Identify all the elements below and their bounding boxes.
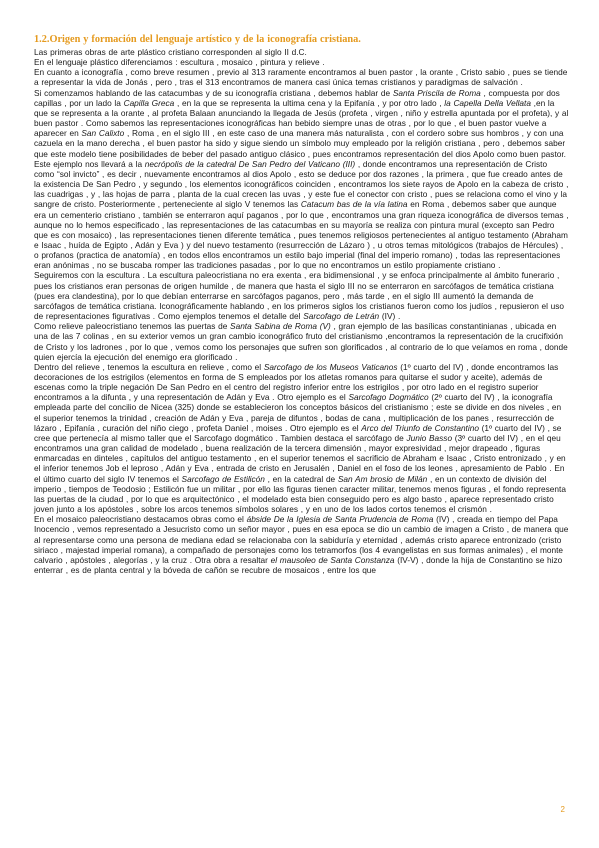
italic-reference: ábside De la Iglesia de Santa Prudencia de Roma [246,514,434,525]
text-run: , Roma , en el siglo III , en este caso de una manera más naturalista , con el cordero sobre sus hombros , y con una cazuela en la mano derecha , el buen pastor ha sido y sigue siendo un símbolo muy empleado por la religión cristiana , pero , debemos saber que este modelo tiene posibilidades de beber del pasado antiguo clásico , pues encontramos representación del dios Apolo como buen pastor. Este ejemplo nos llevará a la [34,128,566,169]
text-run: , en la que se representa la ultima cena y la Epifanía , y por otro lado , [174,97,445,108]
italic-reference: el mausoleo de Santa Constanza [270,554,395,565]
text-run: Las primeras obras de arte plástico cristiano corresponden al siglo II d.C. [34,47,307,57]
page-number: 2 [560,805,565,814]
italic-reference: Sarcofago Dogmático [348,392,429,403]
paragraph [34,270,570,321]
italic-reference: Santa Sabina de Roma (V) [230,321,331,332]
paragraph [34,57,570,67]
text-run: (IV) . [379,311,401,322]
text-run: En cuanto a iconografía , como breve resumen , previo al 313 raramente encontramos al buen pastor , la orante , Cristo sabio , pues se tiende a representar la vida de Jonás , pero , tras el 313 encontramos de manera casi única temas cristianos y paradigmas de salvación . [34,67,568,88]
text-run: ,en la que se representa a la orante , al profeta Balaan anunciando la llegada de Jesús (profeta , virgen , niño y estrella apuntada por el profeta), y al buen pastor . Como sabemos las representaciones iconográficas han bebido siempre unas de otras , por lo que , el buen pastor vuelve a aparecer en [34,97,569,139]
body-text [34,47,570,575]
section-title: 1.2.Origen y formación del lenguaje artístico y de la iconografía cristiana. [34,34,361,45]
text-run: En el mosaico paleocristiano destacamos obras como el [34,514,247,525]
italic-reference: Santa Priscila de Roma [392,87,481,98]
text-run: , gran ejemplo de las basílicas constantinianas , ubicada en una de las 7 colinas , en su exterior vemos un gran cambio iconográfico fruto del cristianismo ,encontramos la representación de la crucifixión de Cristo y los ladrones , por lo que , vemos como los personajes que sufren son glorificados , al contrario de lo que veíamos en roma , donde quien ejercía la ejecución del enemigo era glorificado . [34,321,568,362]
text-run: en Roma , debemos saber que aunque era un cementerio cristiano , también se enterraron aquí paganos , por lo que , encontramos una gran riqueza iconográfica de diversos temas , aunque no lo hemos especificado , las representaciones de las catacumbas en su mayoría se realiza con pintura mural (excepto san Pedro que es con mosaico) , las representaciones tienen diferente temática , pues tenemos religiosos pertenecientes al antiguo testamento (Abraham e Isaac , huída de Egipto , Adán y Eva ) y del nuevo testamento (resurrección de Lázaro ) , u otros temas mitológicos (trabajos de Hércules) , o profanos (practica de anatomía) , en todos ellos encontramos un estilo bajo imperial (final del imperio romano) , todas las representaciones eran anónimas , no se buscaba romper las tradiciones pasadas , por lo que no encontramos un estilo propiamente cristiano . [34,199,569,271]
text-run: (1º cuarto del IV) , se cree que pertenecía al mismo taller que el Sarcofago dogmático . Tambien destaca el sarcófago de [34,422,562,443]
text-run: En el lenguaje plástico diferenciamos : escultura , mosaico , pintura y relieve . [34,57,325,68]
paragraph [34,514,570,575]
paragraph [34,321,570,362]
italic-reference: Junio Basso [406,432,453,443]
paragraph [34,362,570,514]
paragraph [34,47,570,57]
document-page [34,34,570,575]
text-run: (IV-V) , donde la hija de Constantino se hizo enterrar , es de planta central y la bóveda de cañón se recubre de mosaicos , entre los que [34,554,563,575]
text-run: , compuesta por dos capillas , por un lado la [34,87,560,108]
text-run: , donde encontramos una representación de Cristo como “sol invicto” , es decir , nuevamente encontramos al dios Apolo , esto se deduce por dos razones , la primera , que fue creado antes de la existencia De San Pedro , y segundo , los elementos iconográficos coinciden , encontramos los siete rayos de Apolo en la cabeza de cristo , las cuadrigas , y , las hojas de parra , planta de la cual crecen las uvas , y este fue el conector con cristo , pues se relaciona como el vino y la sangre de cristo. Posteriormente , perteneciente al siglo V tenemos las [34,158,569,210]
text-run: (IV) , creada en tiempo del Papa Inocencio , vemos representado a Jesucristo como un señor mayor , pues en esa epoca se dio un cambio de imagen a Cristo , de manera que al representarse como una persona de mediana edad se relacionaba con la sabiduría y eternidad , además cristo aparece entronizado (cristo siriaco , majestad imperial romana), a compañado de personajes como los tetramorfos (los 4 evangelistas en sus formas animales) , el monte calvario , apóstoles , alegorías , y la cruz . Otra obra a resaltar [34,514,569,565]
text-run: Si comenzamos hablando de las catacumbas y de su iconografía cristiana , debemos hablar de [34,87,393,98]
italic-reference: San Calixto [81,128,125,139]
text-run: (1º cuarto del IV) , donde encontramos las decoraciones de los estrigilos (elementos en forma de S empleados por los atletas romanos para quitarse el sudor y aceite), además de escenas como la triple negación De San Pedro en el centro del registro inferior entre los estrigilos , por otro lado en el registro superior encontramos a la difunta , y una representación de Adán y Eva . Otro ejemplo es el [34,361,559,403]
text-run: Dentro del relieve , tenemos la escultura en relieve , como el [34,361,264,372]
italic-reference: Arco del Triunfo de Constantino [361,422,479,433]
italic-reference: necrópolis de la catedral De San Pedro del Vaticano (III) [144,158,356,169]
text-run: , en un contexto de división del imperio , tiempos de Teodosio ; Estilicón fue un militar , por ello las figuras tienen caracter militar, tenemos menos figuras , el fondo representa las puertas de la ciudad , por lo que es arquitectónico , el modelado esta bien conseguido pero es algo basto , aparece representado cristo joven junto a los apóstoles , sobre los arcos tenemos símbolos solares , y en uno de los lados cortos tenemos el crismón . [34,473,566,515]
text-run: , en la catedral de [264,473,338,484]
text-run: Como relieve paleocristiano tenemos las puertas de [34,321,231,332]
italic-reference: Catacum bas de la vía latina [300,199,408,210]
italic-reference: San Am brosio de Milán [337,473,428,484]
text-run: (3º cuarto del IV) , en el qeu encontramos una gran calidad de modelado , buena realización de la tercera dimensión , mayor expresividad , mejor drapeado , figuras enmarcadas en dinteles , capítulos del antiguo testamento , en el superior tenemos el sacrificio de Abraham e Isaac , Cristo entronizado , y en el inferior tenemos Job el leproso , Adán y Eva , entrada de cristo en Jerusalén , Daniel en el foso de los leones , apresamiento de Pablo . En el último cuarto del siglo IV tenemos el [34,432,566,484]
italic-reference: Capilla Greca [123,97,175,108]
text-run: (2º cuarto del IV) , la iconografía empleada parte del concilio de Nicea (325) donde se establecieron los conceptos básicos del cristianismo ; este se divide en dos niveles , en el superior tenemos la trinidad , creación de Adán y Eva , pareja de difuntos , bodas de cana , multiplicación de los panes , resurrección de lázaro , Epifanía , curación del niño ciego , profeta Daniel , moises . Otro ejemplo es el [34,392,562,433]
italic-reference: Sarcofago de Letrán [303,311,380,322]
italic-reference: Sarcofago de Estilicón [181,473,265,484]
paragraph [34,67,570,87]
italic-reference: la Capella Della Vellata [444,97,531,108]
paragraph [34,88,570,271]
text-run: Seguiremos con la escultura . La escultura paleocristiana no era exenta , era bidimensional , y se enfoca principalmente al ámbito funerario , pues los cristianos eran personas de origen humilde , de manera que hasta el siglo III no se enterraron en sarcófagos de temática cristiana (pues era clandestina), por lo que debían enterrarse en sarcófagos paganos, pero , más tarde , en el siglo III aumentó la demanda de sarcófagos de temática cristiana. Iconográficamente hablando , en los primeros siglos los cristianos fueron como los judíos , repusieron el uso de representaciones figurativas . Como ejemplos tenemos el detalle del [34,270,565,322]
italic-reference: Sarcofago de los Museos Vaticanos [263,361,398,372]
